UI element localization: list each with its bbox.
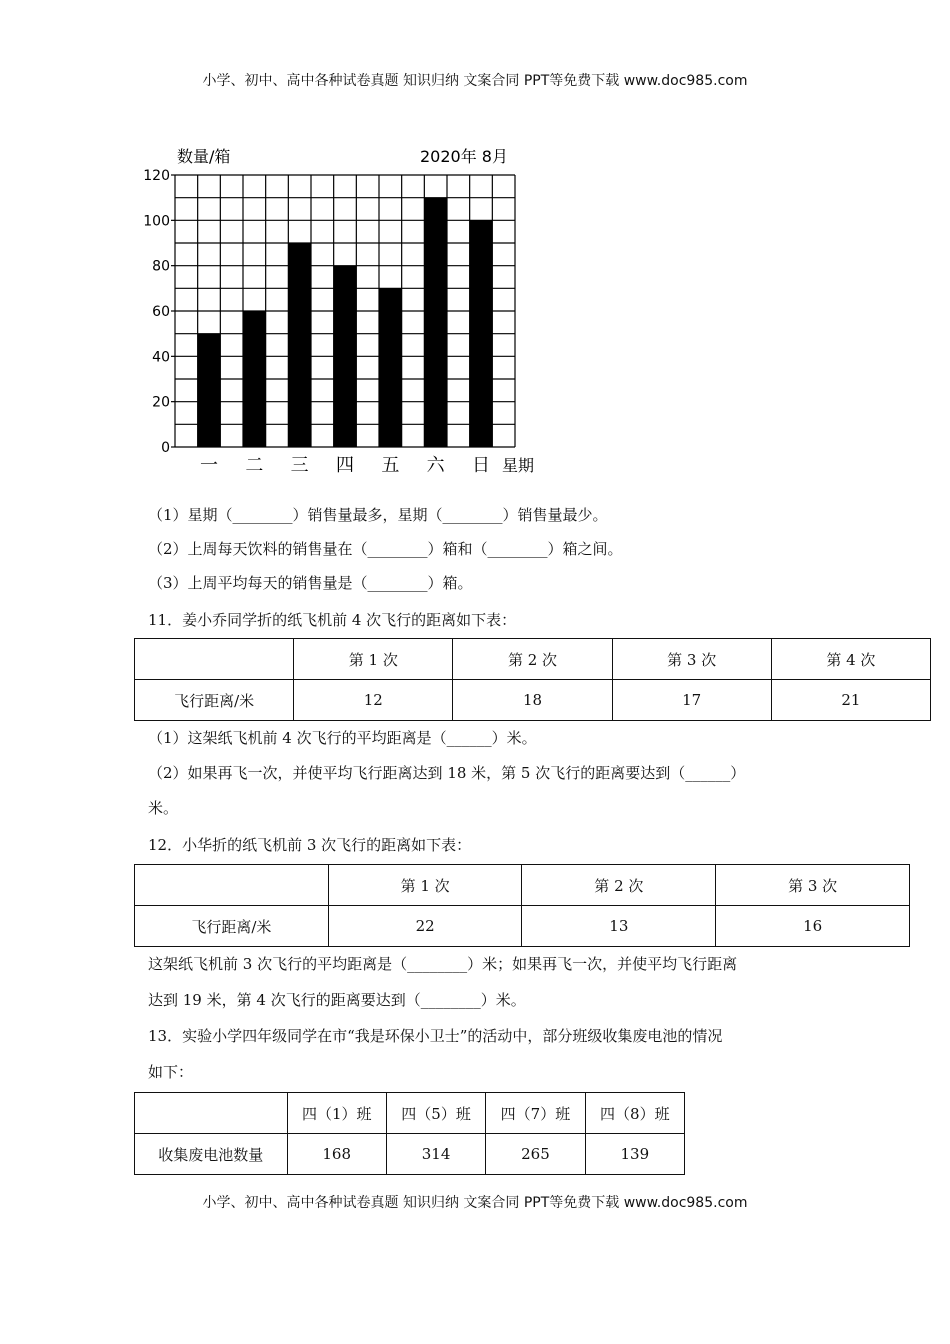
x-tick-label: 三 (290, 455, 309, 476)
q13-value-cell: 265 (486, 1134, 585, 1175)
x-tick-label: 一 (200, 455, 218, 476)
q13-header-cell: 四（5）班 (386, 1093, 485, 1134)
q11-data-row (135, 680, 931, 721)
x-tick-label: 日 (472, 455, 490, 476)
q11-row-label: 飞行距离/米 (135, 680, 294, 721)
y-tick-label: 100 (143, 213, 170, 230)
y-tick-label: 80 (152, 258, 170, 275)
q12-value-cell: 22 (328, 906, 522, 947)
bar (198, 334, 221, 447)
x-tick-label: 五 (381, 455, 400, 476)
q13-value-cell: 168 (287, 1134, 386, 1175)
q11-header-cell: 第 1 次 (294, 639, 453, 680)
q13-header-cell (135, 1093, 288, 1134)
y-axis-label: 数量/箱 (177, 147, 231, 166)
q11-header-cell (135, 639, 294, 680)
bar (288, 243, 311, 447)
q13-header-cell: 四（8）班 (585, 1093, 684, 1134)
q11-value-cell: 18 (453, 680, 612, 721)
q13-header-cell: 四（7）班 (486, 1093, 585, 1134)
q12-header-cell: 第 1 次 (328, 865, 522, 906)
q12-intro: 12．小华折的纸飞机前 3 次飞行的距离如下表： (148, 836, 472, 854)
q12-header-row (135, 865, 910, 906)
q13-value-cell: 314 (386, 1134, 485, 1175)
q13-row-label: 收集废电池数量 (135, 1134, 288, 1175)
q11-sub2-cont: 米。 (148, 799, 179, 817)
q11-header-cell: 第 3 次 (612, 639, 771, 680)
x-tick-label: 四 (336, 455, 354, 476)
bar-chart (140, 140, 560, 480)
x-tick-label: 二 (245, 455, 264, 476)
q11-header-row (135, 639, 931, 680)
x-tick-label: 六 (426, 455, 445, 476)
q11-intro: 11．姜小乔同学折的纸飞机前 4 次飞行的距离如下表： (148, 611, 517, 629)
q12-text1: 这架纸飞机前 3 次飞行的平均距离是（________）米；如果再飞一次，并使平均飞行距离 (148, 955, 738, 973)
y-tick-label: 20 (152, 394, 170, 411)
q12-table (134, 864, 910, 947)
q10-sub2: （2）上周每天饮料的销售量在（________）箱和（________）箱之间。 (148, 540, 623, 558)
q12-value-cell: 13 (522, 906, 716, 947)
q10-sub3: （3）上周平均每天的销售量是（________）箱。 (148, 574, 473, 592)
q11-value-cell: 21 (771, 680, 930, 721)
q11-value-cell: 12 (294, 680, 453, 721)
y-tick-label: 60 (152, 304, 170, 320)
y-tick-label: 40 (152, 349, 170, 366)
chart-title: 2020年 8月 (420, 147, 508, 166)
q13-header-row (135, 1093, 685, 1134)
bar (243, 311, 266, 447)
q12-header-cell: 第 3 次 (716, 865, 910, 906)
q12-value-cell: 16 (716, 906, 910, 947)
bar (334, 266, 357, 447)
q11-value-cell: 17 (612, 680, 771, 721)
q11-header-cell: 第 4 次 (771, 639, 930, 680)
q13-table (134, 1092, 685, 1175)
bar (470, 220, 493, 447)
q13-header-cell: 四（1）班 (287, 1093, 386, 1134)
page-header: 小学、初中、高中各种试卷真题 知识归纳 文案合同 PPT等免费下载 www.doc985.com (202, 73, 748, 89)
bar (379, 288, 402, 447)
bar (424, 198, 447, 447)
q11-table (134, 638, 931, 721)
q11-sub1: （1）这架纸飞机前 4 次飞行的平均距离是（______）米。 (148, 729, 537, 747)
q13-value-cell: 139 (585, 1134, 684, 1175)
y-tick-label: 0 (161, 440, 170, 456)
x-axis-label: 星期 (502, 456, 535, 475)
q13-intro-cont: 如下： (148, 1063, 194, 1081)
q12-row-label: 飞行距离/米 (135, 906, 329, 947)
y-tick-label: 120 (143, 168, 170, 184)
q12-data-row (135, 906, 910, 947)
q11-sub2: （2）如果再飞一次，并使平均飞行距离达到 18 米，第 5 次飞行的距离要达到（______） (148, 764, 746, 782)
page-footer: 小学、初中、高中各种试卷真题 知识归纳 文案合同 PPT等免费下载 www.doc985.com (202, 1195, 748, 1211)
q13-data-row (135, 1134, 685, 1175)
q12-header-cell: 第 2 次 (522, 865, 716, 906)
q12-text2: 达到 19 米，第 4 次飞行的距离要达到（________）米。 (148, 991, 526, 1009)
q11-header-cell: 第 2 次 (453, 639, 612, 680)
q13-intro: 13．实验小学四年级同学在市“我是环保小卫士”的活动中，部分班级收集废电池的情况 (148, 1027, 723, 1045)
q10-sub1: （1）星期（________）销售量最多，星期（________）销售量最少。 (148, 506, 608, 524)
q12-header-cell (135, 865, 329, 906)
